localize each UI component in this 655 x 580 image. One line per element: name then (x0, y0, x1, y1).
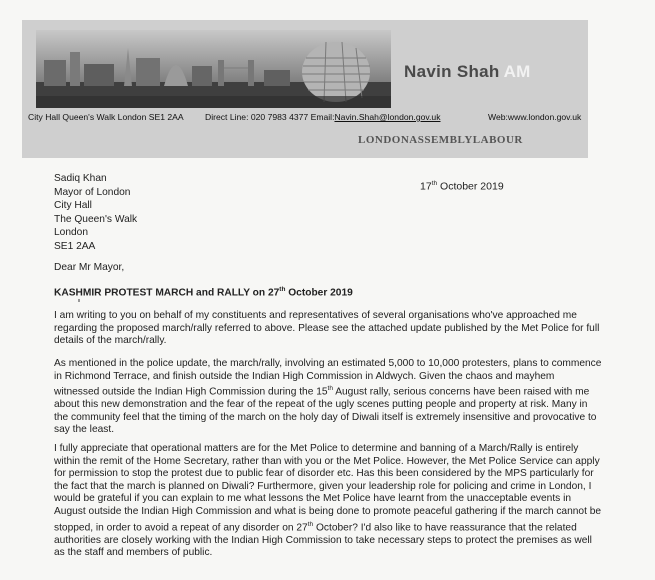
letterhead (22, 20, 588, 158)
recipient-line: London (54, 227, 88, 238)
subject-heading: KASHMIR PROTEST MARCH and RALLY on 27th October 2019 (54, 286, 353, 299)
scan-mark (78, 299, 80, 302)
office-address: City Hall Queen's Walk London SE1 2AA (28, 112, 184, 122)
london-skyline-banner (36, 30, 391, 108)
am-suffix: AM (503, 62, 531, 81)
phone-email: Direct Line: 020 7983 4377 Email:Navin.Shah@london.gov.uk (205, 112, 441, 122)
party-label: LONDONASSEMBLYLABOUR (358, 134, 523, 146)
paragraph-3: I fully appreciate that operational matters are for the Met Police to determine and banning of a March/Rally is entirely within the remit of the Home Secretary, rather than with you or the Met Police. However, the Met Police Service can apply for permission to stop the protest due to public fear of disorder etc. Has this been considered by the MPS particularly for the fact that the march is planned on Diwali? Furthermore, given your leadership role for policing and crime in London, I would be grateful if you can explain to me what lessons the Met Police have learnt from the unacceptable events in August outside the Indian High Commission and what is being done to promote peaceful gathering if the march cannot be stopped, in order to avoid a repeat of any disorder on 27th October? I'd also like to have reassurance that the related authorities are closely working with the Indian High Commission to take necessary steps to protect the premises as well as the staff and members of public. (54, 443, 602, 559)
recipient-line: City Hall (54, 200, 92, 211)
recipient-line: The Queen's Walk (54, 213, 138, 225)
recipient-line: Sadiq Khan (54, 173, 107, 184)
skyline-illustration (36, 30, 391, 108)
website-link[interactable]: Web:www.london.gov.uk (488, 112, 582, 122)
paragraph-1: I am writing to you on behalf of my constituents and representatives of several organisations who've approached me regarding the proposed march/rally referred to above. Please see the attached update published by the Met Police for full details of the march/rally. (54, 310, 600, 347)
salutation: Dear Mr Mayor, (54, 262, 125, 273)
recipient-line: Mayor of London (54, 186, 131, 198)
recipient-line: SE1 2AA (54, 240, 96, 252)
letter-date: 17th October 2019 (420, 180, 504, 193)
assembly-member-name: Navin Shah AM (404, 62, 531, 81)
paragraph-2: As mentioned in the police update, the march/rally, involving an estimated 5,000 to 10,000 protesters, plans to commence in Richmond Terrace, and finish outside the Indian High Commission in Aldwych. Given the chaos and mayhem witnessed outside the Indian High Commission during the 15th August rally, serious concerns have been raised with me about this new demonstration and the fear of the repeat of the ugly scenes putting people and property at risk. Many in the community feel that the timing of the march on the holy day of Diwali itself is extremely insensitive and provocative to say the least. (54, 358, 602, 436)
recipient-address (54, 172, 137, 253)
email-link[interactable]: Navin.Shah@london.gov.uk (334, 112, 441, 122)
